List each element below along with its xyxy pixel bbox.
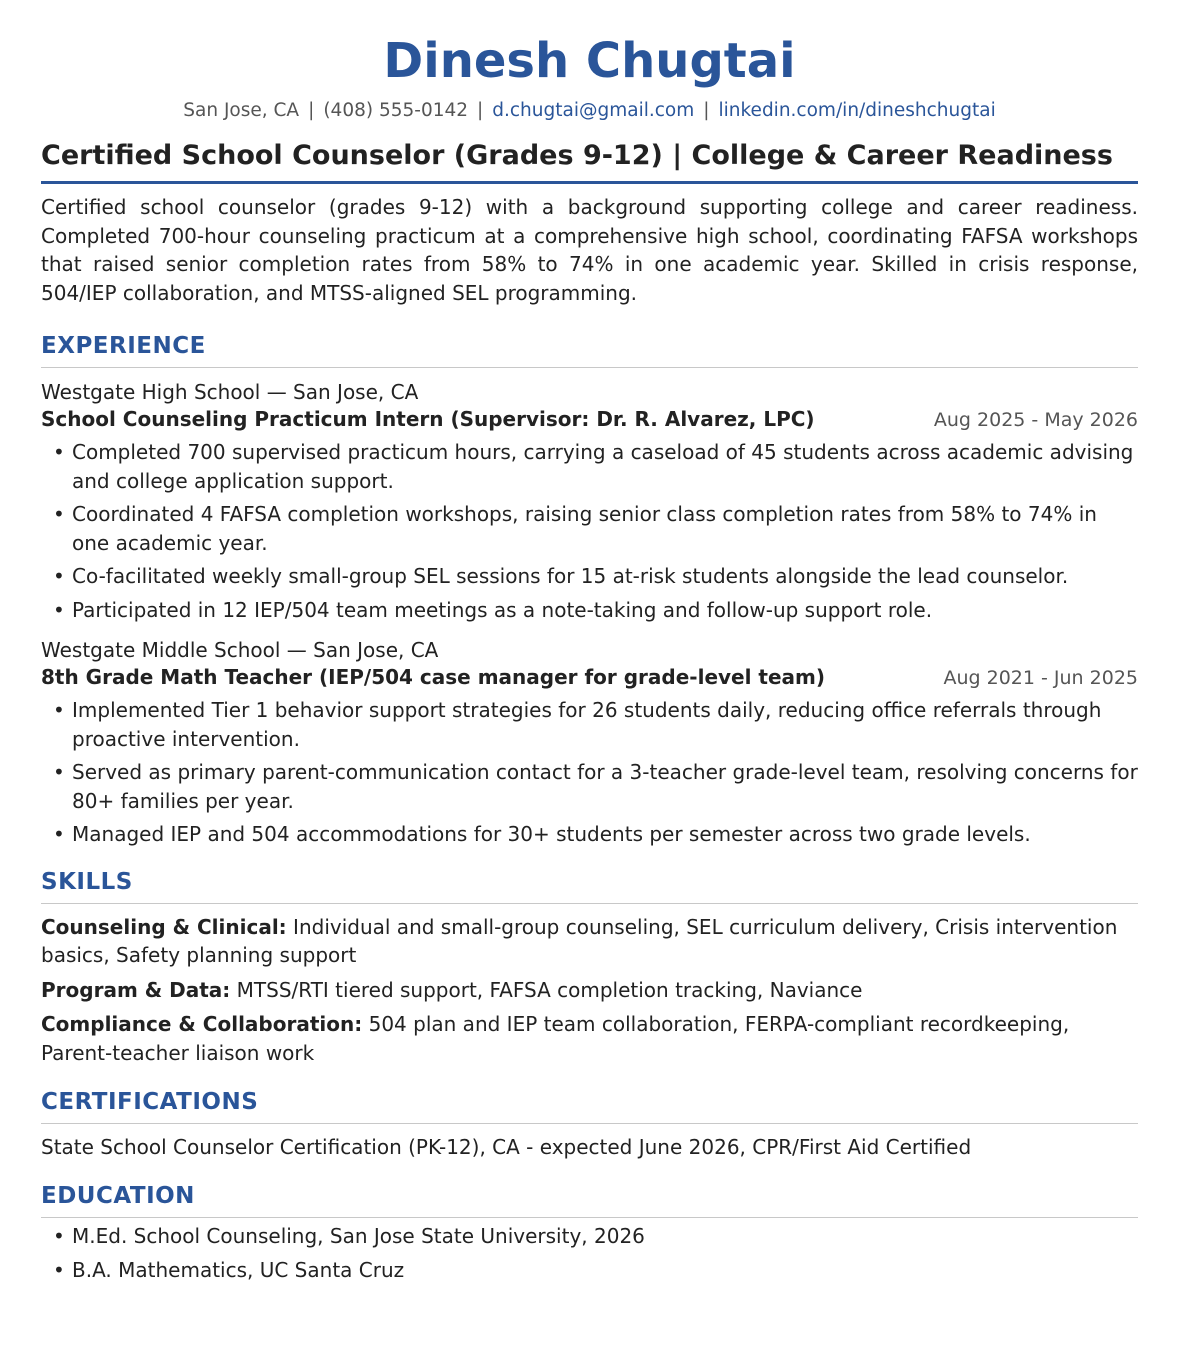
bullet-icon: •	[53, 440, 65, 464]
bullet-text: Served as primary parent-communication contact for a 3-teacher grade-level team, resolving concerns for 80+ families per year.	[72, 760, 1138, 813]
job-entry	[41, 637, 1138, 849]
skills-list	[41, 913, 1138, 1068]
bullet-item	[41, 562, 1138, 591]
bullet-text: Completed 700 supervised practicum hours, carrying a caseload of 45 students across academic advising and college application support.	[72, 440, 1134, 493]
bullet-icon: •	[53, 1224, 65, 1248]
role-row	[41, 663, 1138, 692]
job-bullet-list	[41, 696, 1138, 849]
section-title-experience: EXPERIENCE	[41, 331, 1138, 368]
role-title: School Counseling Practicum Intern (Supervisor: Dr. R. Alvarez, LPC)	[41, 407, 815, 431]
summary-paragraph: Certified school counselor (grades 9-12) with a background supporting college and career readiness. Completed 700-hour counseling practicum at a comprehensive high school, coordinating FAFSA workshops that raised senior completion rates from 58% to 74% in one academic year. Skilled in crisis response, 504/IEP collaboration, and MTSS-aligned SEL programming.	[41, 195, 1138, 305]
skill-line	[41, 976, 1138, 1005]
education-item	[41, 1256, 1138, 1285]
role-row	[41, 405, 1138, 434]
skill-line	[41, 913, 1138, 970]
bullet-icon: •	[53, 822, 65, 846]
bullet-icon: •	[53, 760, 65, 784]
employer-line: Westgate Middle School — San Jose, CA	[41, 638, 439, 662]
skill-line	[41, 1010, 1138, 1067]
email-link[interactable]: d.chugtai@gmail.com	[492, 100, 695, 121]
bullet-item	[41, 820, 1138, 849]
education-list	[41, 1222, 1138, 1284]
location-text: San Jose, CA	[183, 100, 300, 121]
job-dates: Aug 2025 - May 2026	[933, 409, 1138, 431]
bullet-text: Coordinated 4 FAFSA completion workshops, raising senior class completion rates from 58% to 74% in one academic year.	[72, 502, 1097, 555]
bullet-item	[41, 758, 1138, 815]
bullet-icon: •	[53, 1257, 65, 1282]
skill-values: 504 plan and IEP team collaboration, FERPA-compliant recordkeeping, Parent-teacher liaison work	[41, 1012, 1070, 1065]
bullet-text: Participated in 12 IEP/504 team meetings as a note-taking and follow-up support role.	[72, 597, 933, 622]
section-title-certifications: CERTIFICATIONS	[41, 1087, 1138, 1124]
linkedin-link[interactable]: linkedin.com/in/dineshchugtai	[718, 100, 996, 121]
section-title-skills: SKILLS	[41, 867, 1138, 904]
bullet-item	[41, 596, 1138, 625]
education-item	[41, 1222, 1138, 1251]
role-title: 8th Grade Math Teacher (IEP/504 case manager for grade-level team)	[41, 665, 826, 689]
bullet-icon: •	[53, 502, 65, 526]
candidate-name: Dinesh Chugtai	[383, 33, 796, 89]
professional-headline: Certified School Counselor (Grades 9-12) | College & Career Readiness	[41, 139, 1138, 184]
bullet-item	[41, 500, 1138, 557]
bullet-text: Implemented Tier 1 behavior support strategies for 26 students daily, reducing office referrals through proactive intervention.	[72, 698, 1102, 751]
skill-values: MTSS/RTI tiered support, FAFSA completion tracking, Naviance	[236, 977, 863, 1002]
skill-category: Compliance & Collaboration:	[41, 1012, 363, 1036]
education-text: B.A. Mathematics, UC Santa Cruz	[72, 1257, 405, 1282]
separator: |	[703, 100, 710, 121]
section-title-education: EDUCATION	[41, 1181, 1138, 1218]
phone-text: (408) 555-0142	[323, 100, 469, 121]
skill-values: Individual and small-group counseling, SEL curriculum delivery, Crisis intervention basics, Safety planning support	[41, 914, 1118, 967]
bullet-text: Co-facilitated weekly small-group SEL sessions for 15 at-risk students alongside the lead counselor.	[72, 564, 1069, 588]
job-bullet-list	[41, 438, 1138, 624]
employer-line: Westgate High School — San Jose, CA	[41, 380, 419, 404]
bullet-item	[41, 438, 1138, 495]
separator: |	[308, 100, 315, 121]
job-entry	[41, 379, 1138, 624]
skill-category: Program & Data:	[41, 977, 231, 1002]
skill-category: Counseling & Clinical:	[41, 914, 287, 939]
bullet-icon: •	[53, 597, 65, 622]
bullet-item	[41, 696, 1138, 753]
job-dates: Aug 2021 - Jun 2025	[943, 667, 1138, 689]
separator: |	[477, 100, 484, 121]
education-text: M.Ed. School Counseling, San Jose State University, 2026	[72, 1224, 645, 1248]
bullet-text: Managed IEP and 504 accommodations for 30+ students per semester across two grade levels.	[72, 822, 1031, 846]
contact-line	[41, 99, 1138, 123]
bullet-icon: •	[53, 564, 65, 588]
certifications-text: State School Counselor Certification (PK-12), CA - expected June 2026, CPR/First Aid Certified	[41, 1135, 972, 1159]
bullet-icon: •	[53, 698, 65, 722]
